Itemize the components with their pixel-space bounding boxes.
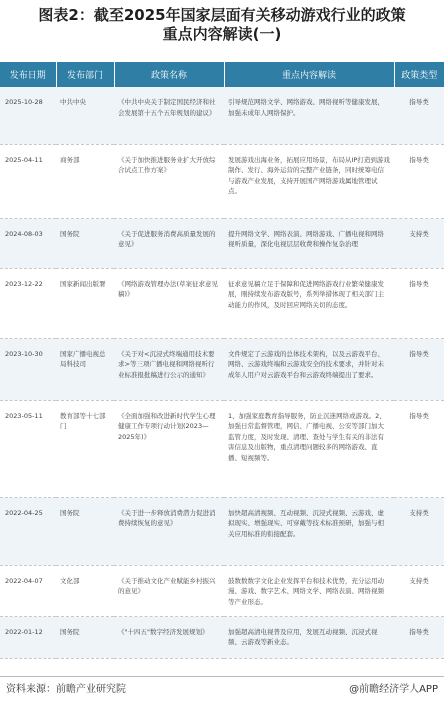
cell-dept: 国务院 xyxy=(56,218,114,268)
cell-name: 《"十四五"数字经济发展规划》 xyxy=(114,616,224,658)
cell-content: 加强超高清电视普及应用，发展互动视频、沉浸式视频、云游戏等新业态。 xyxy=(224,616,394,658)
header-type: 政策类型 xyxy=(394,62,444,87)
table-row xyxy=(0,218,444,268)
policy-table xyxy=(0,62,444,659)
page-title xyxy=(0,6,444,44)
cell-dept: 国务院 xyxy=(56,497,114,565)
cell-dept: 国家新闻出版署 xyxy=(56,268,114,338)
cell-date: 2023-10-30 xyxy=(0,338,56,400)
cell-date: 2022-04-25 xyxy=(0,497,56,565)
cell-name: 《全面加强和改进新时代学生心理健康工作专项行动计划(2023—2025年)》 xyxy=(114,400,224,497)
header-content: 重点内容解读 xyxy=(224,62,394,87)
cell-type: 支持类 xyxy=(394,565,444,616)
cell-type: 指导类 xyxy=(394,400,444,497)
cell-type: 指导类 xyxy=(394,268,444,338)
footer-source: 资料来源：前瞻产业研究院 xyxy=(6,684,126,695)
cell-content: 1、加强家庭教育指导服务，防止沉迷网络或游戏。2、加强日常监督管理，网信、广播电视、公安等部门加大监管力度，及时发现、清理、查处与学生有关的非法有害信息及出版物，重点清理问题较多的网络游戏、直播、短视频等。 xyxy=(224,400,394,497)
cell-dept: 国务院 xyxy=(56,616,114,658)
title-line-1: 图表2：截至2025年国家层面有关移动游戏行业的政策 xyxy=(38,6,406,24)
cell-name: 《网络游戏管理办法(草案征求意见稿)》 xyxy=(114,268,224,338)
cell-date: 2023-05-11 xyxy=(0,400,56,497)
cell-type: 指导类 xyxy=(394,87,444,144)
cell-content: 提升网络文学、网络表演、网络游戏、广播电视和网络视听质量，深化电视层层收费和操作复杂治理 xyxy=(224,218,394,268)
cell-content: 引导规范网络文学、网络游戏、网络视听等健康发展，加强未成年人网络保护。 xyxy=(224,87,394,144)
cell-type: 指导类 xyxy=(394,616,444,658)
cell-name: 《关于对<沉浸式终端通用技术要求>等三项广播电视和网络视听行业标准报批稿进行公示的通知》 xyxy=(114,338,224,400)
table-row xyxy=(0,338,444,400)
table-row xyxy=(0,616,444,658)
table-row xyxy=(0,144,444,218)
cell-date: 2023-12-22 xyxy=(0,268,56,338)
cell-name: 《关于推动文化产业赋能乡村振兴的意见》 xyxy=(114,565,224,616)
cell-type: 指导类 xyxy=(394,144,444,218)
cell-name: 《中共中央关于制定国民经济和社会发展第十五个五年规划的建议》 xyxy=(114,87,224,144)
cell-dept: 文化部 xyxy=(56,565,114,616)
cell-name: 《关于进一步释放消费潜力促进消费持续恢复的意见》 xyxy=(114,497,224,565)
cell-content: 加快超高清视频、互动视频、沉浸式视频、云游戏、虚拟现实、增强现实、可穿戴等技术标准预研，加强与相关应用标准的衔接配套。 xyxy=(224,497,394,565)
footer-brand: @前瞻经济学人APP xyxy=(349,684,438,695)
table-row xyxy=(0,400,444,497)
cell-date: 2025-10-28 xyxy=(0,87,56,144)
table-header-row xyxy=(0,62,444,87)
table-row xyxy=(0,497,444,565)
cell-content: 文件规定了云游戏的总体技术架构，以及云游戏平台、网络、云游戏终端和云游戏安全的技术要求，并针对未成年人用户对云游戏平台和云游戏终端提出了要求。 xyxy=(224,338,394,400)
cell-date: 2025-04-11 xyxy=(0,144,56,218)
table-row xyxy=(0,87,444,144)
cell-type: 指导类 xyxy=(394,338,444,400)
cell-content: 征求意见稿立足于保障和促进网络游戏行业繁荣健康发展，刚持续发布游戏版号，系列举措体现了相关部门主动能力的作风，及时回应网络关切的态度。 xyxy=(224,268,394,338)
cell-content: 发展游戏出海业务，拓展应用场景，布局从IP打造到游戏制作、发行、海外运营的完整产业链条，同时统筹电信与游戏产业发展，支持开展国产网络游戏属地管理试点。 xyxy=(224,144,394,218)
cell-content: 鼓数数数字文化企业发挥平台和技术优势，充分运用动漫、游戏、数字艺术、网络文学、网络表演、网络视频等产业形态。 xyxy=(224,565,394,616)
cell-date: 2022-04-07 xyxy=(0,565,56,616)
cell-dept: 国家广播电视总局科技司 xyxy=(56,338,114,400)
cell-name: 《关于加快推进服务业扩大开放综合试点工作方案》 xyxy=(114,144,224,218)
header-date: 发布日期 xyxy=(0,62,56,87)
cell-date: 2024-08-03 xyxy=(0,218,56,268)
cell-dept: 教育部等十七部门 xyxy=(56,400,114,497)
cell-type: 支持类 xyxy=(394,497,444,565)
cell-dept: 中共中央 xyxy=(56,87,114,144)
cell-name: 《关于促进服务消费高质量发展的意见》 xyxy=(114,218,224,268)
header-name: 政策名称 xyxy=(114,62,224,87)
footer xyxy=(0,676,444,699)
header-dept: 发布部门 xyxy=(56,62,114,87)
cell-date: 2022-01-12 xyxy=(0,616,56,658)
table-row xyxy=(0,268,444,338)
table-row xyxy=(0,565,444,616)
title-line-2: 重点内容解读(一) xyxy=(162,25,282,43)
cell-dept: 商务部 xyxy=(56,144,114,218)
cell-type: 支持类 xyxy=(394,218,444,268)
